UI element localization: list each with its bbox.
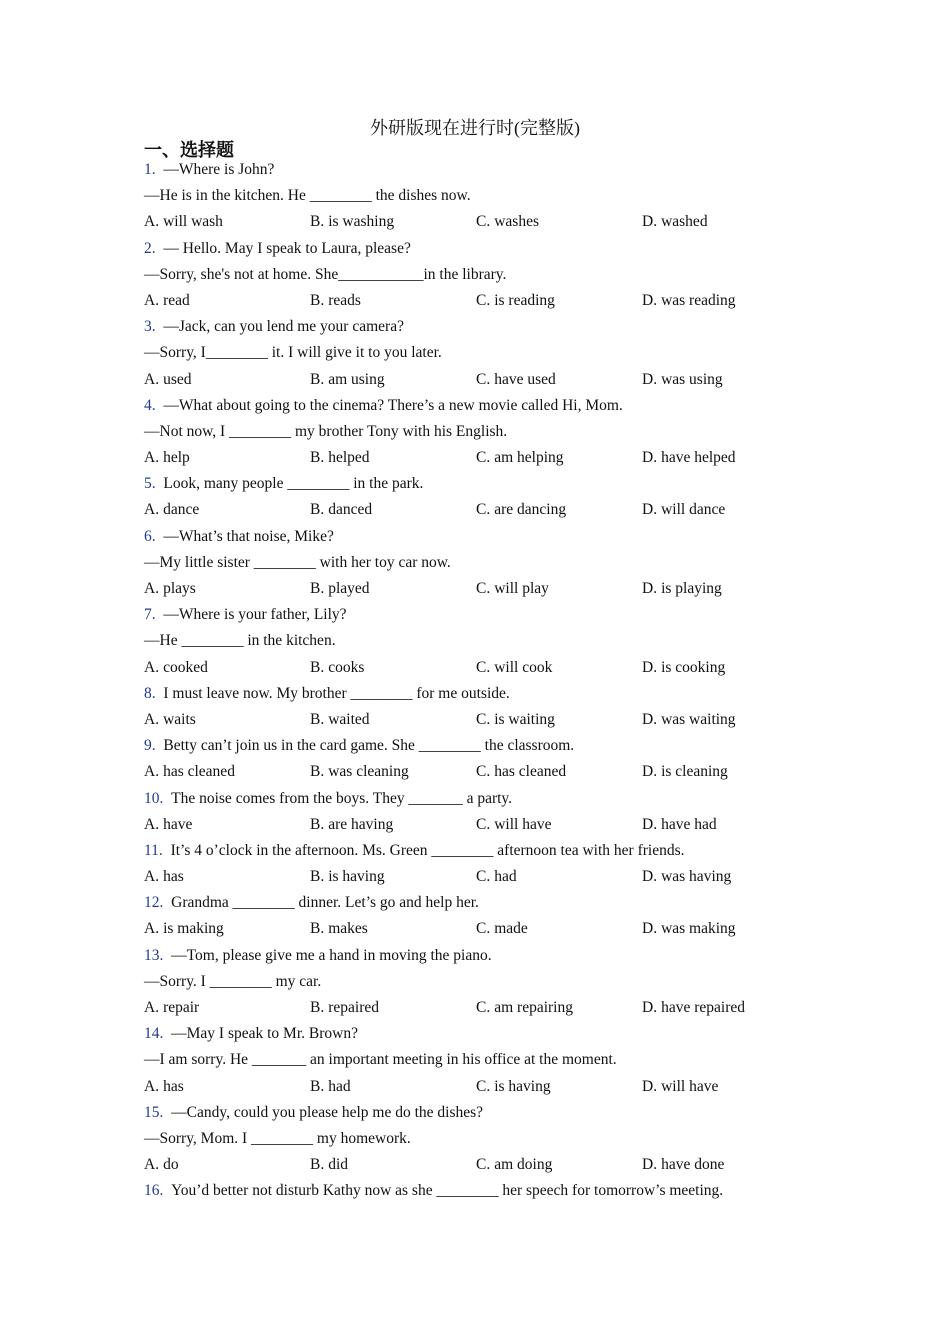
option-letter: A.	[144, 815, 160, 833]
option-letter: A.	[144, 658, 160, 676]
answer-option[interactable]	[642, 576, 822, 602]
option-letter: D.	[642, 370, 658, 388]
option-letter: B.	[310, 868, 325, 886]
question-reply	[144, 419, 824, 445]
answer-option[interactable]	[642, 707, 822, 733]
option-text: used	[163, 370, 192, 388]
question-stem	[144, 681, 824, 707]
option-letter: B.	[310, 370, 325, 388]
question-number: 14.	[144, 1025, 164, 1043]
question-number: 7.	[144, 606, 156, 624]
answer-option[interactable]	[642, 655, 822, 681]
question-number: 1.	[144, 161, 156, 178]
question-number: 9.	[144, 737, 156, 755]
answer-option[interactable]	[310, 497, 476, 523]
option-letter: C.	[476, 580, 491, 597]
option-text: have used	[494, 370, 556, 388]
answer-options	[144, 367, 824, 393]
question-stem	[144, 786, 824, 812]
option-letter: D.	[642, 710, 658, 728]
answer-option[interactable]	[476, 707, 642, 733]
question-text: —Where is your father, Lily?	[163, 606, 347, 624]
option-text: danced	[328, 501, 373, 519]
option-text: is having	[328, 868, 385, 886]
question-text: Betty can’t join us in the card game. She ________ the classroom.	[163, 737, 575, 755]
option-letter: C.	[476, 999, 491, 1016]
question-number: 11.	[144, 841, 163, 859]
option-letter: D.	[642, 1077, 658, 1095]
answer-option[interactable]	[642, 759, 822, 785]
question-number: 13.	[144, 946, 164, 964]
question-text: Look, many people ________ in the park.	[163, 475, 424, 493]
question-text: — Hello. May I speak to Laura, please?	[163, 239, 411, 257]
answer-option[interactable]	[476, 445, 642, 471]
answer-option[interactable]	[476, 288, 642, 314]
question-text: —What about going to the cinema? There’s a new movie called Hi, Mom.	[163, 396, 623, 414]
answer-option[interactable]	[642, 288, 822, 314]
option-text: will play	[494, 580, 549, 597]
option-text: is waiting	[494, 710, 555, 728]
option-text: played	[328, 580, 370, 597]
answer-option[interactable]	[310, 445, 476, 471]
answer-option[interactable]	[310, 576, 476, 602]
option-letter: C.	[476, 370, 491, 388]
answer-option[interactable]	[642, 995, 822, 1021]
option-letter: D.	[642, 213, 658, 231]
question-item	[144, 681, 824, 733]
question-reply	[144, 969, 824, 995]
question-reply	[144, 1047, 824, 1073]
question-item	[144, 236, 824, 315]
answer-option[interactable]	[476, 812, 642, 838]
option-text: had	[494, 868, 517, 886]
answer-option[interactable]	[310, 812, 476, 838]
option-letter: B.	[310, 999, 325, 1016]
option-text: have had	[661, 815, 717, 833]
option-text: was cleaning	[328, 763, 409, 781]
option-letter: A.	[144, 1077, 160, 1095]
option-letter: D.	[642, 580, 658, 597]
option-text: cooks	[328, 658, 365, 676]
option-letter: A.	[144, 1156, 160, 1174]
answer-option[interactable]	[310, 367, 476, 393]
option-text: help	[163, 449, 190, 467]
option-text: is making	[163, 920, 224, 938]
question-text: —What’s that noise, Mike?	[163, 527, 334, 545]
option-letter: D.	[642, 449, 658, 467]
option-letter: C.	[476, 1077, 491, 1095]
option-text: washes	[494, 213, 539, 231]
answer-options	[144, 1074, 824, 1100]
answer-option[interactable]	[476, 576, 642, 602]
question-stem	[144, 157, 824, 183]
option-text: am using	[328, 370, 385, 388]
option-letter: B.	[310, 658, 325, 676]
answer-options	[144, 864, 824, 890]
option-letter: B.	[310, 1156, 325, 1174]
answer-option[interactable]	[310, 209, 476, 235]
option-letter: B.	[310, 1077, 325, 1095]
answer-option[interactable]	[476, 209, 642, 235]
option-letter: C.	[476, 1156, 491, 1174]
answer-option[interactable]	[310, 707, 476, 733]
answer-option[interactable]	[144, 759, 310, 785]
answer-option[interactable]	[476, 1074, 642, 1100]
question-text: —Where is John?	[163, 161, 275, 178]
option-text: was having	[661, 868, 732, 886]
option-letter: A.	[144, 710, 160, 728]
option-letter: D.	[642, 920, 658, 938]
option-text: repair	[163, 999, 200, 1016]
answer-option[interactable]	[144, 864, 310, 890]
question-item	[144, 786, 824, 838]
question-text: —Sorry, she's not at home. She___________in the library.	[144, 265, 507, 283]
option-letter: D.	[642, 291, 658, 309]
question-reply	[144, 183, 824, 209]
option-letter: A.	[144, 580, 160, 597]
option-letter: B.	[310, 580, 325, 597]
answer-option[interactable]	[642, 445, 822, 471]
option-text: repaired	[328, 999, 379, 1016]
question-stem	[144, 1100, 824, 1126]
option-letter: A.	[144, 763, 160, 781]
question-text: —My little sister ________ with her toy car now.	[144, 553, 451, 571]
document-title: 外研版现在进行时(完整版)	[370, 118, 580, 138]
question-stem	[144, 838, 824, 864]
option-text: waits	[163, 710, 196, 728]
answer-option[interactable]	[144, 1074, 310, 1100]
option-text: have	[163, 815, 193, 833]
answer-option[interactable]	[476, 655, 642, 681]
option-text: is playing	[661, 580, 722, 597]
question-reply	[144, 262, 824, 288]
answer-option[interactable]	[476, 995, 642, 1021]
answer-option[interactable]	[642, 1074, 822, 1100]
answer-option[interactable]	[310, 864, 476, 890]
answer-option[interactable]	[642, 367, 822, 393]
option-letter: A.	[144, 920, 160, 938]
option-text: was using	[661, 370, 723, 388]
option-letter: A.	[144, 868, 160, 886]
option-text: did	[328, 1156, 349, 1174]
option-letter: B.	[310, 710, 325, 728]
question-item	[144, 1178, 824, 1204]
option-text: reads	[328, 291, 361, 309]
option-text: have done	[661, 1156, 725, 1174]
answer-option[interactable]	[144, 995, 310, 1021]
answer-option[interactable]	[476, 367, 642, 393]
option-letter: D.	[642, 999, 658, 1016]
question-text: The noise comes from the boys. They _______ a party.	[171, 789, 513, 807]
answer-options	[144, 655, 824, 681]
answer-option[interactable]	[642, 1152, 822, 1178]
option-letter: C.	[476, 449, 491, 467]
answer-option[interactable]	[144, 655, 310, 681]
option-letter: D.	[642, 815, 658, 833]
option-text: has	[163, 868, 184, 886]
answer-option[interactable]	[642, 812, 822, 838]
option-text: has cleaned	[494, 763, 567, 781]
question-text: —Jack, can you lend me your camera?	[163, 318, 404, 336]
question-stem	[144, 1021, 824, 1047]
answer-option[interactable]	[642, 209, 822, 235]
option-letter: C.	[476, 815, 491, 833]
option-text: was reading	[661, 291, 736, 309]
question-stem	[144, 1178, 824, 1204]
question-item	[144, 1100, 824, 1179]
option-letter: B.	[310, 449, 325, 467]
question-item	[144, 393, 824, 472]
question-stem	[144, 733, 824, 759]
answer-options	[144, 812, 824, 838]
question-number: 10.	[144, 789, 164, 807]
option-text: waited	[328, 710, 370, 728]
answer-option[interactable]	[310, 1152, 476, 1178]
answer-options	[144, 759, 824, 785]
answer-option[interactable]	[476, 916, 642, 942]
option-text: will wash	[163, 213, 223, 231]
question-item	[144, 890, 824, 942]
answer-option[interactable]	[476, 864, 642, 890]
question-number: 4.	[144, 396, 156, 414]
question-text: I must leave now. My brother ________ for me outside.	[163, 684, 510, 702]
section-title: 一、选择题	[144, 140, 234, 160]
question-item	[144, 157, 824, 236]
question-stem	[144, 890, 824, 916]
option-text: washed	[661, 213, 708, 231]
option-text: am helping	[494, 449, 564, 467]
answer-option[interactable]	[310, 759, 476, 785]
answer-option[interactable]	[144, 916, 310, 942]
question-number: 2.	[144, 239, 156, 257]
question-stem	[144, 471, 824, 497]
option-text: will dance	[661, 501, 726, 519]
option-letter: D.	[642, 501, 658, 519]
answer-option[interactable]	[642, 916, 822, 942]
question-number: 15.	[144, 1103, 164, 1121]
option-text: made	[494, 920, 528, 938]
question-number: 3.	[144, 318, 156, 336]
question-item	[144, 602, 824, 681]
option-text: will have	[494, 815, 552, 833]
question-text: Grandma ________ dinner. Let’s go and help her.	[171, 894, 479, 912]
option-text: will cook	[494, 658, 553, 676]
option-text: are dancing	[494, 501, 567, 519]
answer-option[interactable]	[476, 1152, 642, 1178]
answer-option[interactable]	[144, 445, 310, 471]
option-text: is having	[494, 1077, 551, 1095]
option-letter: C.	[476, 291, 491, 309]
option-text: read	[163, 291, 190, 309]
answer-option[interactable]	[144, 812, 310, 838]
question-text: —Sorry. I ________ my car.	[144, 972, 322, 990]
option-letter: B.	[310, 501, 325, 519]
question-number: 16.	[144, 1182, 164, 1200]
answer-option[interactable]	[144, 576, 310, 602]
option-letter: A.	[144, 999, 160, 1016]
question-stem	[144, 524, 824, 550]
question-item	[144, 471, 824, 523]
answer-options	[144, 995, 824, 1021]
option-letter: B.	[310, 763, 325, 781]
question-stem	[144, 602, 824, 628]
answer-option[interactable]	[310, 916, 476, 942]
question-stem	[144, 236, 824, 262]
answer-options	[144, 576, 824, 602]
option-letter: D.	[642, 868, 658, 886]
option-text: makes	[328, 920, 368, 938]
question-text: —Not now, I ________ my brother Tony with his English.	[144, 422, 508, 440]
option-text: helped	[328, 449, 370, 467]
question-item	[144, 524, 824, 603]
option-text: have repaired	[661, 999, 745, 1016]
question-item	[144, 943, 824, 1022]
answer-options	[144, 288, 824, 314]
answer-option[interactable]	[476, 497, 642, 523]
question-number: 5.	[144, 475, 156, 493]
answer-options	[144, 916, 824, 942]
option-letter: C.	[476, 920, 491, 938]
answer-option[interactable]	[144, 209, 310, 235]
question-item	[144, 1021, 824, 1100]
option-letter: A.	[144, 501, 160, 519]
option-text: are having	[328, 815, 394, 833]
question-stem	[144, 393, 824, 419]
question-number: 8.	[144, 684, 156, 702]
option-letter: C.	[476, 868, 491, 886]
question-reply	[144, 550, 824, 576]
question-text: —He ________ in the kitchen.	[144, 632, 336, 650]
option-letter: A.	[144, 449, 160, 467]
answer-options	[144, 209, 824, 235]
question-item	[144, 838, 824, 890]
option-text: was making	[661, 920, 736, 938]
answer-option[interactable]	[476, 759, 642, 785]
option-text: plays	[163, 580, 196, 597]
answer-options	[144, 1152, 824, 1178]
answer-option[interactable]	[144, 1152, 310, 1178]
option-text: has cleaned	[163, 763, 235, 781]
option-letter: B.	[310, 815, 325, 833]
answer-options	[144, 497, 824, 523]
option-letter: A.	[144, 370, 160, 388]
option-letter: D.	[642, 1156, 658, 1174]
option-text: will have	[661, 1077, 719, 1095]
answer-option[interactable]	[144, 497, 310, 523]
option-letter: D.	[642, 763, 658, 781]
question-item	[144, 733, 824, 785]
option-letter: B.	[310, 291, 325, 309]
option-text: am doing	[494, 1156, 553, 1174]
question-text: You’d better not disturb Kathy now as she ________ her speech for tomorrow’s meeting.	[171, 1182, 724, 1200]
question-reply	[144, 340, 824, 366]
answer-option[interactable]	[310, 1074, 476, 1100]
option-letter: C.	[476, 763, 491, 781]
answer-option[interactable]	[310, 995, 476, 1021]
option-text: is reading	[494, 291, 555, 309]
question-text: —I am sorry. He _______ an important meeting in his office at the moment.	[144, 1051, 617, 1069]
answer-option[interactable]	[642, 864, 822, 890]
question-text: —Sorry, Mom. I ________ my homework.	[144, 1129, 411, 1147]
option-letter: A.	[144, 213, 160, 231]
option-letter: C.	[476, 501, 491, 519]
option-text: have helped	[661, 449, 736, 467]
answer-option[interactable]	[310, 288, 476, 314]
answer-option[interactable]	[310, 655, 476, 681]
question-text: —He is in the kitchen. He ________ the dishes now.	[144, 187, 471, 205]
answer-option[interactable]	[642, 497, 822, 523]
option-letter: C.	[476, 658, 491, 676]
option-letter: C.	[476, 213, 491, 231]
answer-options	[144, 707, 824, 733]
question-text: —May I speak to Mr. Brown?	[171, 1025, 358, 1043]
option-text: is cleaning	[661, 763, 728, 781]
question-number: 12.	[144, 894, 164, 912]
option-letter: D.	[642, 658, 658, 676]
option-text: had	[328, 1077, 351, 1095]
question-reply	[144, 1126, 824, 1152]
option-letter: C.	[476, 710, 491, 728]
answer-option[interactable]	[144, 707, 310, 733]
option-text: cooked	[163, 658, 208, 676]
option-text: has	[163, 1077, 184, 1095]
question-reply	[144, 628, 824, 654]
question-stem	[144, 943, 824, 969]
option-text: dance	[163, 501, 200, 519]
option-text: was waiting	[661, 710, 736, 728]
question-stem	[144, 314, 824, 340]
answer-option[interactable]	[144, 288, 310, 314]
option-text: am repairing	[494, 999, 573, 1016]
option-text: is cooking	[661, 658, 726, 676]
question-text: —Tom, please give me a hand in moving the piano.	[171, 946, 492, 964]
question-number: 6.	[144, 527, 156, 545]
question-text: It’s 4 o’clock in the afternoon. Ms. Green ________ afternoon tea with her friends.	[170, 841, 685, 859]
option-text: is washing	[328, 213, 395, 231]
option-letter: B.	[310, 920, 325, 938]
answer-option[interactable]	[144, 367, 310, 393]
option-text: do	[163, 1156, 179, 1174]
answer-options	[144, 445, 824, 471]
question-list	[144, 157, 824, 1205]
option-letter: B.	[310, 213, 325, 231]
question-text: —Sorry, I________ it. I will give it to you later.	[144, 344, 442, 362]
question-item	[144, 314, 824, 393]
option-letter: A.	[144, 291, 160, 309]
question-text: —Candy, could you please help me do the dishes?	[171, 1103, 484, 1121]
